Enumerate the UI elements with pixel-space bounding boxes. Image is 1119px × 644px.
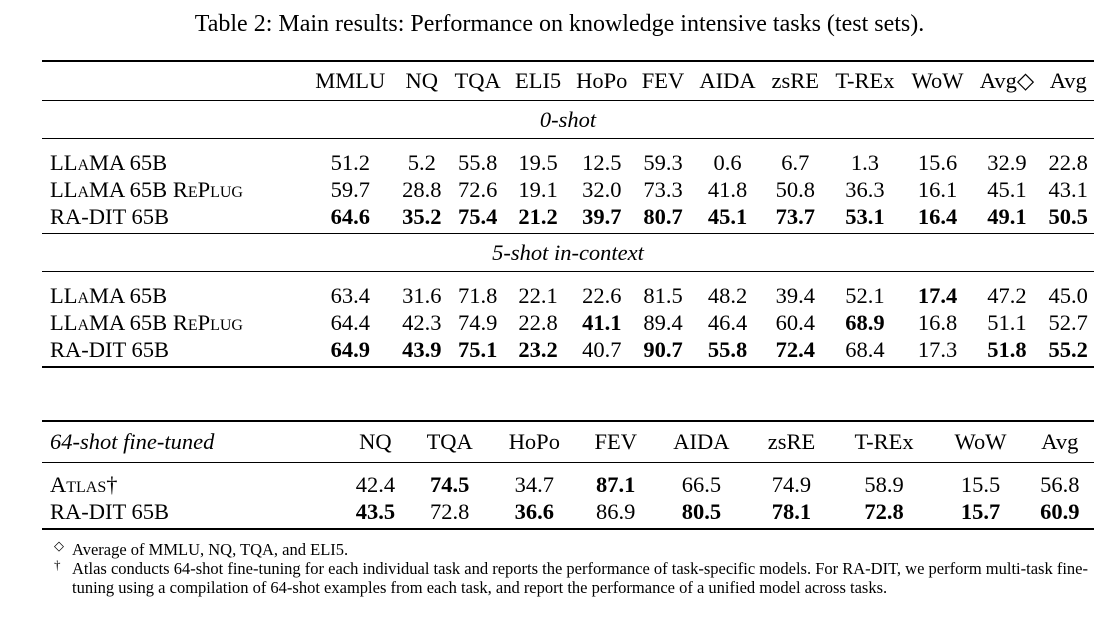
column-header: Avg◇ bbox=[971, 61, 1042, 101]
footnote-atlas bbox=[50, 559, 1115, 597]
bold-value: 43.5 bbox=[355, 498, 396, 524]
header-row bbox=[42, 61, 1094, 101]
bold-value: 73.7 bbox=[775, 203, 815, 229]
score-cell bbox=[490, 498, 579, 529]
column-header: HoPo bbox=[568, 61, 635, 101]
bold-value: 45.1 bbox=[707, 203, 748, 229]
score-cell bbox=[833, 498, 936, 529]
model-name: Atlas† bbox=[50, 471, 118, 497]
score-cell: 66.5 bbox=[681, 471, 722, 497]
score-cell: 41.8 bbox=[707, 176, 748, 202]
section-title: 0-shot bbox=[42, 101, 1094, 139]
footnotes bbox=[50, 540, 1115, 597]
bold-value: 87.1 bbox=[596, 471, 636, 497]
score-cell bbox=[508, 203, 568, 234]
column-header: AIDA bbox=[653, 421, 751, 463]
score-cell: 12.5 bbox=[582, 149, 622, 175]
score-cell: 51.1 bbox=[987, 309, 1027, 335]
score-cell bbox=[396, 336, 447, 367]
score-cell bbox=[904, 203, 972, 234]
bold-value: 16.4 bbox=[917, 203, 958, 229]
score-cell: 48.2 bbox=[707, 282, 748, 308]
score-cell: 73.3 bbox=[643, 176, 683, 202]
section-row bbox=[42, 101, 1094, 139]
score-cell: 71.8 bbox=[457, 282, 498, 308]
column-header: NQ bbox=[341, 421, 409, 463]
score-cell: 34.7 bbox=[514, 471, 554, 497]
table-row bbox=[42, 272, 1094, 310]
bold-value: 75.4 bbox=[457, 203, 498, 229]
table-row bbox=[42, 498, 1094, 529]
score-cell bbox=[410, 463, 490, 499]
score-cell: 16.8 bbox=[917, 309, 958, 335]
footnote-symbol: † bbox=[54, 557, 61, 572]
score-cell: 51.2 bbox=[330, 149, 370, 175]
score-cell: 19.5 bbox=[518, 149, 558, 175]
bold-value: 39.7 bbox=[582, 203, 622, 229]
score-cell: 86.9 bbox=[579, 498, 653, 529]
score-cell bbox=[764, 336, 826, 367]
score-cell: 60.4 bbox=[775, 309, 815, 335]
column-header: T-REx bbox=[826, 61, 903, 101]
footnote-text: Atlas conducts 64-shot fine-tuning for each individual task and reports the performance of task-specific models. For RA-DIT, we perform multi-task fine-tuning using a compilation of 64-shot examples from each task, and report the performance of a unified model across tasks. bbox=[72, 559, 1088, 597]
score-cell: 32.0 bbox=[582, 176, 622, 202]
score-cell bbox=[1042, 203, 1094, 234]
bold-value: 36.6 bbox=[514, 498, 554, 524]
score-cell: 31.6 bbox=[402, 282, 442, 308]
score-cell: 46.4 bbox=[707, 309, 748, 335]
score-cell bbox=[1042, 336, 1094, 367]
header-row bbox=[42, 421, 1094, 463]
column-header: TQA bbox=[410, 421, 490, 463]
score-cell: 72.6 bbox=[457, 176, 498, 202]
column-header: FEV bbox=[579, 421, 653, 463]
bold-value: 72.4 bbox=[775, 336, 815, 362]
bold-value: 43.9 bbox=[402, 336, 442, 362]
score-cell: 59.3 bbox=[643, 149, 683, 175]
score-cell: 64.4 bbox=[330, 309, 370, 335]
section-row bbox=[42, 234, 1094, 272]
score-cell: 5.2 bbox=[407, 149, 436, 175]
score-cell: 39.4 bbox=[775, 282, 815, 308]
score-cell: 59.7 bbox=[330, 176, 370, 202]
bold-value: 53.1 bbox=[845, 203, 885, 229]
score-cell: 32.9 bbox=[987, 149, 1027, 175]
bold-value: 60.9 bbox=[1040, 498, 1080, 524]
section-title: 5-shot in-context bbox=[42, 234, 1094, 272]
column-header: ELI5 bbox=[508, 61, 568, 101]
score-cell: 89.4 bbox=[643, 309, 683, 335]
score-cell bbox=[341, 498, 409, 529]
bold-value: 55.8 bbox=[707, 336, 748, 362]
column-header: NQ bbox=[396, 61, 447, 101]
score-cell: 16.1 bbox=[917, 176, 958, 202]
score-cell bbox=[635, 203, 691, 234]
score-cell: 19.1 bbox=[518, 176, 558, 202]
bold-value: 21.2 bbox=[518, 203, 558, 229]
score-cell: 43.1 bbox=[1048, 176, 1088, 202]
column-header: AIDA bbox=[691, 61, 764, 101]
column-header: FEV bbox=[635, 61, 691, 101]
score-cell: 22.6 bbox=[582, 282, 622, 308]
score-cell: 17.3 bbox=[904, 336, 972, 367]
bold-value: 41.1 bbox=[582, 309, 622, 335]
table-row bbox=[42, 176, 1094, 203]
main-results-table bbox=[42, 60, 1094, 368]
footnote-symbol: ◇ bbox=[54, 538, 64, 553]
score-cell: 58.9 bbox=[864, 471, 904, 497]
score-cell: 28.8 bbox=[402, 176, 442, 202]
bold-value: 90.7 bbox=[643, 336, 683, 362]
table-title: 64-shot fine-tuned bbox=[42, 421, 341, 463]
score-cell bbox=[764, 203, 826, 234]
score-cell: 42.3 bbox=[402, 309, 442, 335]
score-cell bbox=[971, 336, 1042, 367]
score-cell: 74.9 bbox=[771, 471, 812, 497]
score-cell: 22.8 bbox=[518, 309, 558, 335]
score-cell bbox=[1026, 498, 1094, 529]
model-name: RA-DIT 65B bbox=[42, 336, 305, 367]
score-cell: 15.5 bbox=[960, 471, 1001, 497]
score-cell bbox=[935, 498, 1025, 529]
score-cell: 45.1 bbox=[987, 176, 1027, 202]
bold-value: 64.6 bbox=[330, 203, 370, 229]
bold-value: 50.5 bbox=[1048, 203, 1088, 229]
score-cell bbox=[579, 463, 653, 499]
bold-value: 80.5 bbox=[681, 498, 722, 524]
score-cell bbox=[508, 336, 568, 367]
score-cell: 81.5 bbox=[643, 282, 683, 308]
score-cell bbox=[904, 272, 972, 310]
score-cell bbox=[826, 203, 903, 234]
bold-value: 64.9 bbox=[330, 336, 370, 362]
bold-value: 49.1 bbox=[987, 203, 1027, 229]
bold-value: 15.7 bbox=[960, 498, 1001, 524]
bold-value: 68.9 bbox=[845, 309, 885, 335]
bold-value: 17.4 bbox=[917, 282, 958, 308]
score-cell: 6.7 bbox=[781, 149, 810, 175]
score-cell: 22.1 bbox=[518, 282, 558, 308]
score-cell: 1.3 bbox=[850, 149, 879, 175]
table-row bbox=[42, 139, 1094, 177]
bold-value: 78.1 bbox=[771, 498, 812, 524]
bold-value: 75.1 bbox=[457, 336, 498, 362]
bold-value: 35.2 bbox=[402, 203, 442, 229]
score-cell bbox=[447, 203, 507, 234]
column-header: MMLU bbox=[305, 61, 396, 101]
score-cell: 72.8 bbox=[410, 498, 490, 529]
model-name: LLaMA 65B RePlug bbox=[50, 176, 243, 202]
model-name: LLaMA 65B bbox=[50, 282, 168, 308]
score-cell bbox=[691, 336, 764, 367]
model-name: RA-DIT 65B bbox=[42, 498, 341, 529]
column-header: zsRE bbox=[750, 421, 832, 463]
score-cell: 0.6 bbox=[713, 149, 742, 175]
score-cell: 50.8 bbox=[775, 176, 815, 202]
fine-tuned-results-table bbox=[42, 420, 1094, 530]
column-header: Avg bbox=[1026, 421, 1094, 463]
score-cell: 22.8 bbox=[1048, 149, 1088, 175]
column-header: WoW bbox=[904, 61, 972, 101]
header-model bbox=[42, 61, 305, 101]
table-row bbox=[42, 463, 1094, 499]
score-cell: 63.4 bbox=[330, 282, 370, 308]
bold-value: 74.5 bbox=[430, 471, 470, 497]
table-caption: Table 2: Main results: Performance on knowledge intensive tasks (test sets). bbox=[194, 11, 925, 37]
score-cell bbox=[305, 336, 396, 367]
bold-value: 55.2 bbox=[1048, 336, 1088, 362]
score-cell: 40.7 bbox=[568, 336, 635, 367]
score-cell: 42.4 bbox=[355, 471, 396, 497]
score-cell: 52.1 bbox=[845, 282, 885, 308]
score-cell: 36.3 bbox=[845, 176, 885, 202]
column-header: WoW bbox=[935, 421, 1025, 463]
column-header: HoPo bbox=[490, 421, 579, 463]
column-header: TQA bbox=[447, 61, 507, 101]
score-cell bbox=[568, 203, 635, 234]
score-cell bbox=[971, 203, 1042, 234]
model-name: LLaMA 65B RePlug bbox=[50, 309, 243, 335]
score-cell bbox=[635, 336, 691, 367]
model-name: RA-DIT 65B bbox=[50, 203, 169, 229]
column-header: T-REx bbox=[833, 421, 936, 463]
score-cell: 15.6 bbox=[917, 149, 958, 175]
score-cell bbox=[653, 498, 751, 529]
score-cell: 74.9 bbox=[457, 309, 498, 335]
table-row bbox=[42, 336, 1094, 367]
table-row bbox=[42, 203, 1094, 234]
score-cell: 52.7 bbox=[1048, 309, 1088, 335]
score-cell: 55.8 bbox=[457, 149, 498, 175]
bold-value: 51.8 bbox=[987, 336, 1027, 362]
score-cell: 47.2 bbox=[987, 282, 1027, 308]
score-cell: 56.8 bbox=[1040, 471, 1080, 497]
table-row bbox=[42, 309, 1094, 336]
model-name: LLaMA 65B bbox=[50, 149, 168, 175]
score-cell bbox=[750, 498, 832, 529]
score-cell bbox=[396, 203, 447, 234]
bold-value: 72.8 bbox=[864, 498, 904, 524]
bold-value: 80.7 bbox=[643, 203, 683, 229]
bold-value: 23.2 bbox=[518, 336, 558, 362]
column-header: zsRE bbox=[764, 61, 826, 101]
score-cell bbox=[691, 203, 764, 234]
score-cell: 45.0 bbox=[1048, 282, 1088, 308]
score-cell bbox=[447, 336, 507, 367]
score-cell bbox=[826, 309, 903, 336]
score-cell: 68.4 bbox=[826, 336, 903, 367]
footnote-text: Average of MMLU, NQ, TQA, and ELI5. bbox=[72, 540, 349, 559]
column-header: Avg bbox=[1042, 61, 1094, 101]
score-cell bbox=[568, 309, 635, 336]
score-cell bbox=[305, 203, 396, 234]
footnote-average bbox=[50, 540, 1115, 559]
